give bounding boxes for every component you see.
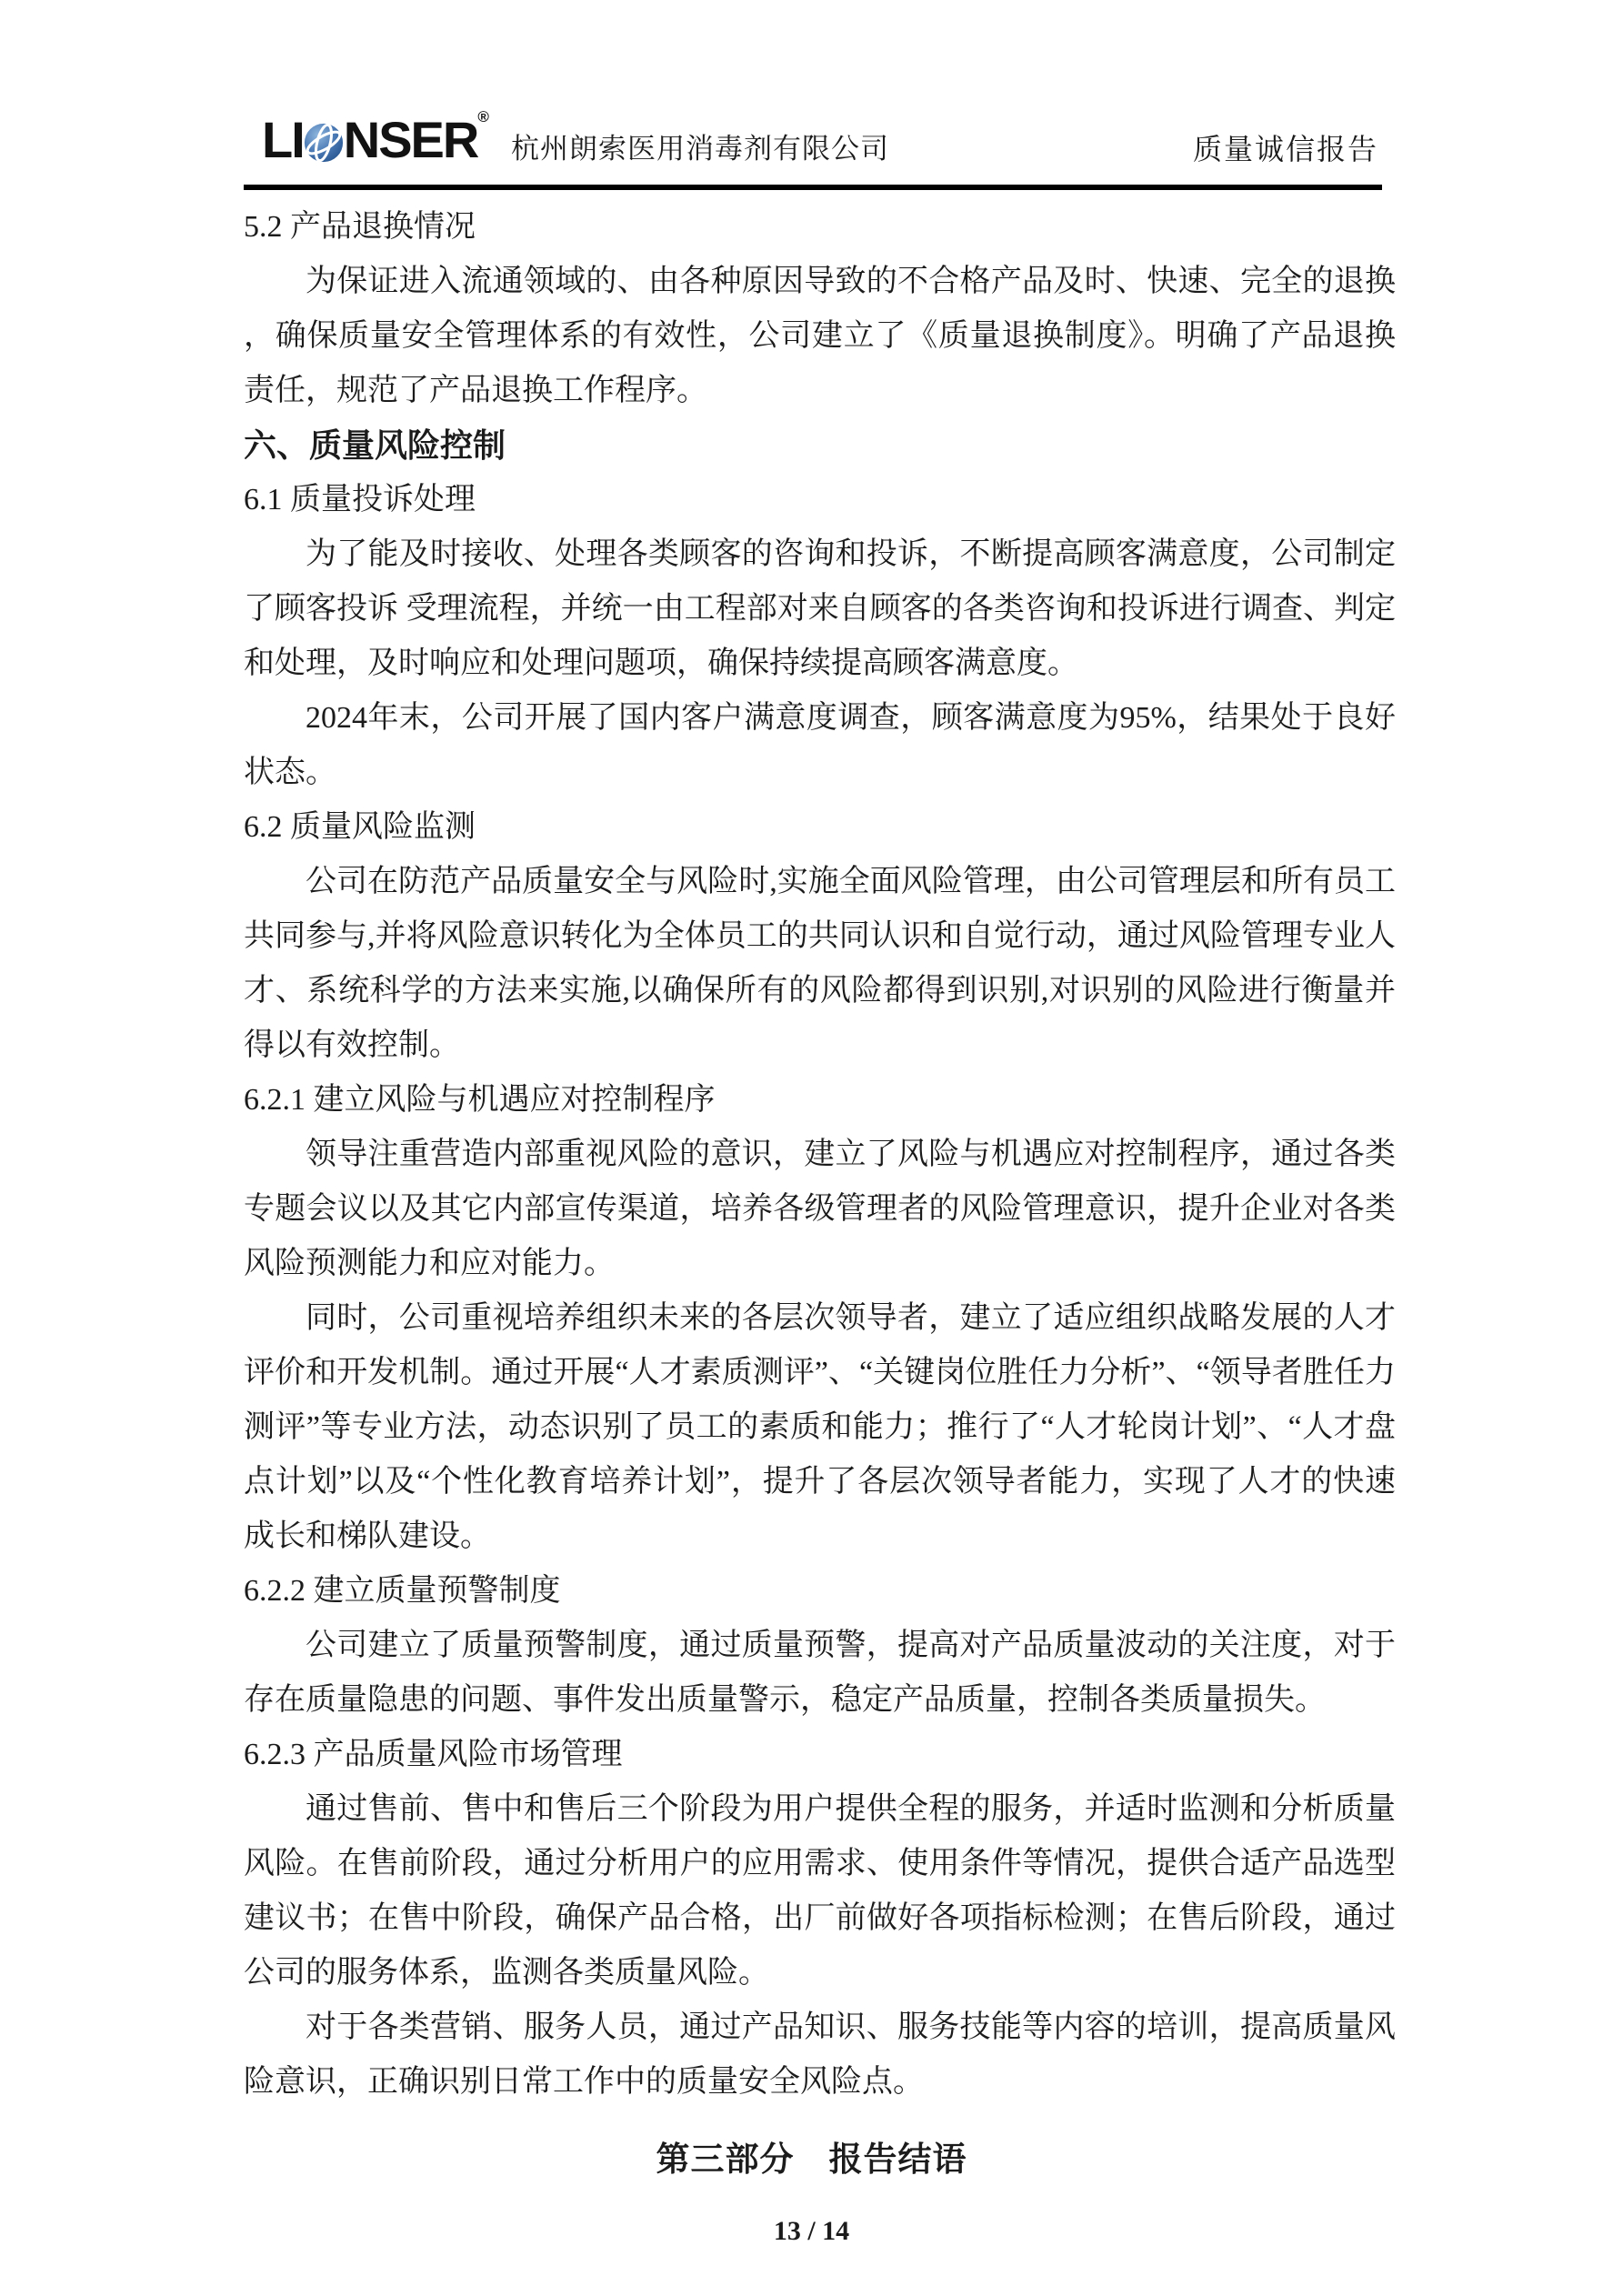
section-heading-6-2-3: 6.2.3 产品质量风险市场管理: [244, 1738, 623, 1771]
paragraph: 2024年末，公司开展了国内客户满意度调查，顾客满意度为95%，结果处于良好状态。: [244, 701, 1396, 789]
paragraph: 公司建立了质量预警制度，通过质量预警，提高对产品质量波动的关注度，对于存在质量隐患的问题、事件发出质量警示，稳定产品质量，控制各类质量损失。: [244, 1629, 1396, 1717]
paragraph: 为保证进入流通领域的、由各种原因导致的不合格产品及时、快速、完全的退换，确保质量安全管理体系的有效性，公司建立了《质量退换制度》。明确了产品退换责任，规范了产品退换工作程序。: [244, 265, 1396, 407]
section-heading-6-2-1: 6.2.1 建立风险与机遇应对控制程序: [244, 1083, 716, 1117]
paragraph: 公司在防范产品质量安全与风险时,实施全面风险管理，由公司管理层和所有员工共同参与,并将风险意识转化为全体员工的共同认识和自觉行动，通过风险管理专业人才、系统科学的方法来实施,以确保所有的风险都得到识别,对识别的风险进行衡量并得以有效控制。: [244, 865, 1396, 1062]
closing-title: 第三部分 报告结语: [656, 2141, 967, 2179]
globe-icon: [303, 121, 345, 163]
logo-text-nser: NSER: [343, 111, 478, 168]
registered-trademark-icon: ®: [477, 108, 489, 125]
paragraph: 对于各类营销、服务人员，通过产品知识、服务技能等内容的培训，提高质量风险意识，正确识别日常工作中的质量安全风险点。: [244, 2010, 1396, 2099]
section-heading-6-1: 6.1 质量投诉处理: [244, 483, 476, 516]
report-title: 质量诚信报告: [1193, 133, 1379, 165]
document-body: [0, 187, 1623, 2110]
page-number: 13 / 14: [773, 2216, 850, 2246]
paragraph: 为了能及时接收、处理各类顾客的咨询和投诉，不断提高顾客满意度，公司制定了顾客投诉 受理流程，并统一由工程部对来自顾客的各类咨询和投诉进行调查、判定 和处理，及时响应和处理问题项，确保持续提高顾客满意度。: [244, 537, 1396, 680]
paragraph: 同时，公司重视培养组织未来的各层次领导者，建立了适应组织战略发展的人才评价和开发机制。通过开展“人才素质测评”、“关键岗位胜任力分析”、“领导者胜任力测评”等专业方法，动态识别了员工的素质和能力；推行了“人才轮岗计划”、“人才盘点计划”以及“个性化教育培养计划”，提升了各层次领导者能力，实现了人才的快速成长和梯队建设。: [244, 1301, 1396, 1553]
lionser-logo: [262, 108, 489, 168]
section-heading-6-2-2: 6.2.2 建立质量预警制度: [244, 1574, 561, 1608]
company-name: 杭州朗索医用消毒剂有限公司: [511, 133, 889, 165]
paragraph: 领导注重营造内部重视风险的意识，建立了风险与机遇应对控制程序，通过各类专题会议以及其它内部宣传渠道，培养各级管理者的风险管理意识，提升企业对各类风险预测能力和应对能力。: [244, 1138, 1396, 1280]
page-header: [0, 0, 1623, 187]
section-heading-5-2: 5.2 产品退换情况: [244, 210, 476, 244]
page-footer: [0, 2213, 1623, 2250]
header-divider: [244, 185, 1382, 190]
chapter-heading-6: 六、质量风险控制: [244, 427, 506, 464]
section-heading-6-2: 6.2 质量风险监测: [244, 810, 476, 844]
paragraph: 通过售前、售中和售后三个阶段为用户提供全程的服务，并适时监测和分析质量风险。在售前阶段，通过分析用户的应用需求、使用条件等情况，提供合适产品选型建议书；在售中阶段，确保产品合格，出厂前做好各项指标检测；在售后阶段，通过公司的服务体系，监测各类质量风险。: [244, 1792, 1396, 1990]
logo-text-li: LI: [262, 111, 304, 168]
